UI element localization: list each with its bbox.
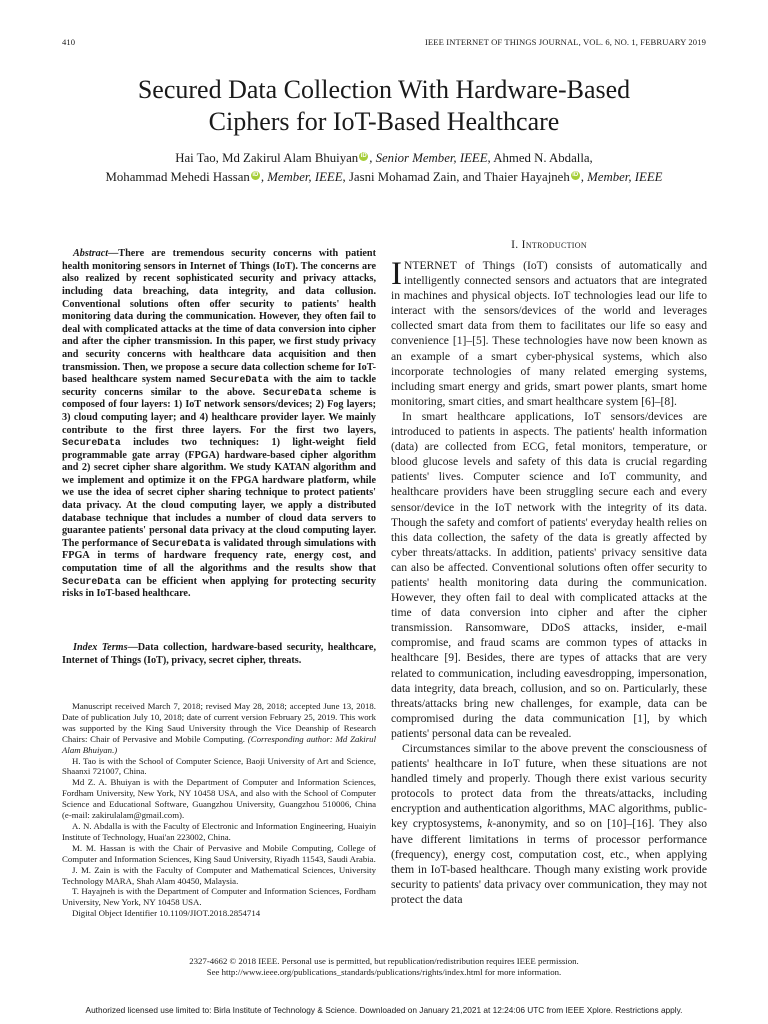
index-terms-label: Index Terms <box>73 642 128 654</box>
orcid-icon[interactable]: iD <box>252 172 259 178</box>
paragraph-text: NTERNET of Things (IoT) consists of automatically and intelligently connected sensors and actuators that are integrated in machines and physical objects. IoT technologies lead our life to interact with the sensors/devices of the world and leverages collected smart data from them to facilitates our life so easy and convenience [1]–[5]. These technologies have now been known as an example of a smart cyber-physical systems, which also incorporate technologies of many related emerging systems, including smart energy and grids, smart power plants, smart home monitoring, smart cities, and smart healthcare system [6]–[8]. <box>391 259 707 408</box>
abstract-text: —There are tremendous security concerns with patient health monitoring sensors in Internet of Things (IoT). The concerns are also realized by recent sophisticated security and privacy attacks, including data breaching, data integrity, and data collusion. Conventional solutions often offer security to patients' health monitoring data during the communication. However, they often fail to deal with complicated attacks at the time of data conversion into cipher and after the cipher transmission. In this paper, we first study privacy and security concerns with healthcare data acquisition and then transmission. Then, we propose a secure data collection scheme for IoT-based healthcare system named <box>62 248 376 386</box>
scheme-name: SecureData <box>152 537 211 549</box>
author-names-2: , Ahmed N. Abdalla, <box>487 151 593 165</box>
abstract-text: with the aim to tackle security concerns similar to the above. <box>62 374 376 398</box>
author-list <box>0 149 768 187</box>
orcid-icon[interactable]: iD <box>360 153 367 159</box>
drop-cap: I <box>391 256 402 292</box>
paragraph-text: Circumstances similar to the above prevent the consciousness of patients' healthcare in IoT future, when these situations are not handled timely and properly. Though there exist various security protocols to protect data from the threats/attacks, including encryption and authentication algorithms, MAC algorithms, public-key cryptosystems, <box>391 742 707 831</box>
author-role-2: , Member, IEEE <box>260 170 343 184</box>
title-line-1: Secured Data Collection With Hardware-Based <box>137 75 631 104</box>
section-title: Introduction <box>521 238 587 251</box>
corresponding-author: (Corresponding author: Md Zakirul Alam Bhuiyan.) <box>62 733 377 755</box>
scheme-name: SecureData <box>62 575 121 587</box>
footnote-text: Manuscript received March 7, 2018; revised May 28, 2018; accepted June 13, 2018. Date of publication July 10, 2018; date of current version February 25, 2019. This work was supported by the King Saud University through the Vice Deanship of Research Chairs: Chair of Pervasive and Mobile Computing. <box>62 701 376 744</box>
abstract <box>62 248 376 601</box>
abstract-text: includes two techniques: 1) light-weight field programmable gate array (FPGA) hardware-based cipher algorithm and 2) secret cipher share algorithm. We study KATAN algorithm and we implement and optimize it on the FPGA hardware platform, while we use the idea of secret cipher sharing technique to protect patients' data privacy. At the cloud computing layer, we apply a distributed database technique that includes a number of cloud data servers to guarantee patients' personal data privacy at the cloud computing layer. The performance of <box>62 437 376 549</box>
orcid-icon[interactable]: iD <box>572 172 579 178</box>
author-names-3: Mohammad Mehedi Hassan <box>105 170 250 184</box>
download-notice: Authorized licensed use limited to: Birla Institute of Technology & Science. Downloaded on January 21,2021 at 12:24:06 UTC from IEEE Xplore. Restrictions apply. <box>85 1005 683 1015</box>
abstract-label: Abstract <box>73 248 109 260</box>
scheme-name: SecureData <box>262 386 322 398</box>
introduction-body <box>391 258 707 907</box>
paragraph: In smart healthcare applications, IoT sensors/devices are introduced to patients in aspects. The patients' health information (data) are collected from ECG, fetal monitors, temperature, or blood glucose levels and safety of this data is crucial regarding patients' lives. Computer science and IoT community, and healthcare providers have been struggling secure each and every sensor/device in the IoT network with the integrity of its data. Though the safety and comfort of patients' everyday health relies on this data collection, the safety of the data is greatly affected by cyber threats/attacks. In addition, patients' privacy sensitive data can also be affected. Conventional solutions often offer security to patients' health monitoring data during the communication. However, they often fail to deal with complicated attacks at the time of data conversion into cipher and after the cipher transmission. Ransomware, DDoS attacks, insider, e-mail compromise, and fraud scams are common types of attacks in healthcare [9]. Besides, there are types of attacks that are very related to communication, including eavesdropping, impersonation, data integrity, data breach, collusion, and so on. Particularly, these threats/attacks bring new challenges, for example, data can be compromised during the data communication [1], by which patients' personal data can be revealed. <box>391 409 707 740</box>
footnote-doi: Digital Object Identifier 10.1109/JIOT.2018.2854714 <box>72 908 261 919</box>
footnote-affiliation: A. N. Abdalla is with the Faculty of Electronic and Information Engineering, Huaiyin Institute of Technology, Huai'an 223002, China. <box>62 820 376 842</box>
abstract-text: scheme is composed of four layers: 1) IoT network sensors/devices; 2) Fog layers; 3) cloud computing layer; and 4) healthcare provider layer. We mainly contribute to the first three layers. For the first two layers, <box>62 386 376 436</box>
footnote-affiliation: J. M. Zain is with the Faculty of Computer and Mathematical Sciences, University Technology MARA, Shah Alam 40450, Malaysia. <box>62 864 376 886</box>
paragraph <box>391 258 707 409</box>
author-names-4: , Jasni Mohamad Zain, and Thaier Hayajneh <box>342 170 570 184</box>
paragraph-text: -anonymity, and so on [10]–[16]. They also have different limitations in terms of processor performance (frequency), energy cost, computation cost, etc., when applying them in IoT-based healthcare. Though many existing work provide security to patients' data privacy over communication, they may not protect the data <box>391 817 707 906</box>
footnotes <box>62 701 376 919</box>
author-line-2 <box>0 168 768 187</box>
paragraph <box>391 741 707 907</box>
title-line-2: Ciphers for IoT-Based Healthcare <box>208 107 560 136</box>
section-heading <box>391 238 707 251</box>
scheme-name: SecureData <box>210 374 269 386</box>
copyright-line-2: See http://www.ieee.org/publications_standards/publications/rights/index.html for more information. <box>206 967 562 977</box>
page-number: 410 <box>62 37 76 47</box>
math-k: k <box>487 817 493 831</box>
author-names-1: Hai Tao, Md Zakirul Alam Bhuiyan <box>175 151 359 165</box>
footnote-affiliation: M. M. Hassan is with the Chair of Pervasive and Mobile Computing, College of Computer and Information Sciences, King Saud University, Riyadh 11543, Saudi Arabia. <box>62 842 376 864</box>
section-numeral: I. <box>511 238 519 251</box>
footnote-affiliation: Md Z. A. Bhuiyan is with the Department of Computer and Information Sciences, Fordham University, New York, NY 10458 USA, and also with the School of Computer Science and Educational Software, Guangzhou University, Guangzhou 510006, China (e-mail: zakirulalam@gmail.com). <box>62 777 376 821</box>
footnote-manuscript <box>62 701 376 756</box>
author-role-1: , Senior Member, IEEE <box>369 151 488 165</box>
author-line-1 <box>0 149 768 168</box>
copyright-notice <box>0 956 768 978</box>
paper-title <box>0 74 768 138</box>
index-terms <box>62 642 376 667</box>
scheme-name: SecureData <box>62 437 121 449</box>
journal-header: IEEE INTERNET OF THINGS JOURNAL, VOL. 6, NO. 1, FEBRUARY 2019 <box>424 37 706 47</box>
footnote-affiliation: T. Hayajneh is with the Department of Computer and Information Sciences, Fordham University, New York, NY 10458 USA. <box>62 886 376 908</box>
author-role-3: , Member, IEEE <box>580 170 663 184</box>
abstract-text: is validated through simulations with FPGA in terms of hardware frequency rate, energy cost, and computation time of all the algorithms and the results show that <box>62 537 376 575</box>
copyright-line-1: 2327-4662 © 2018 IEEE. Personal use is permitted, but republication/redistribution requires IEEE permission. <box>189 956 579 966</box>
index-terms-text: —Data collection, hardware-based security, healthcare, Internet of Things (IoT), privacy, secret cipher, threats. <box>62 642 376 666</box>
footnote-affiliation: H. Tao is with the School of Computer Science, Baoji University of Art and Science, Shaanxi 721007, China. <box>62 755 376 777</box>
abstract-text: can be efficient when applying for protecting security risks in IoT-based healthcare. <box>62 575 376 600</box>
